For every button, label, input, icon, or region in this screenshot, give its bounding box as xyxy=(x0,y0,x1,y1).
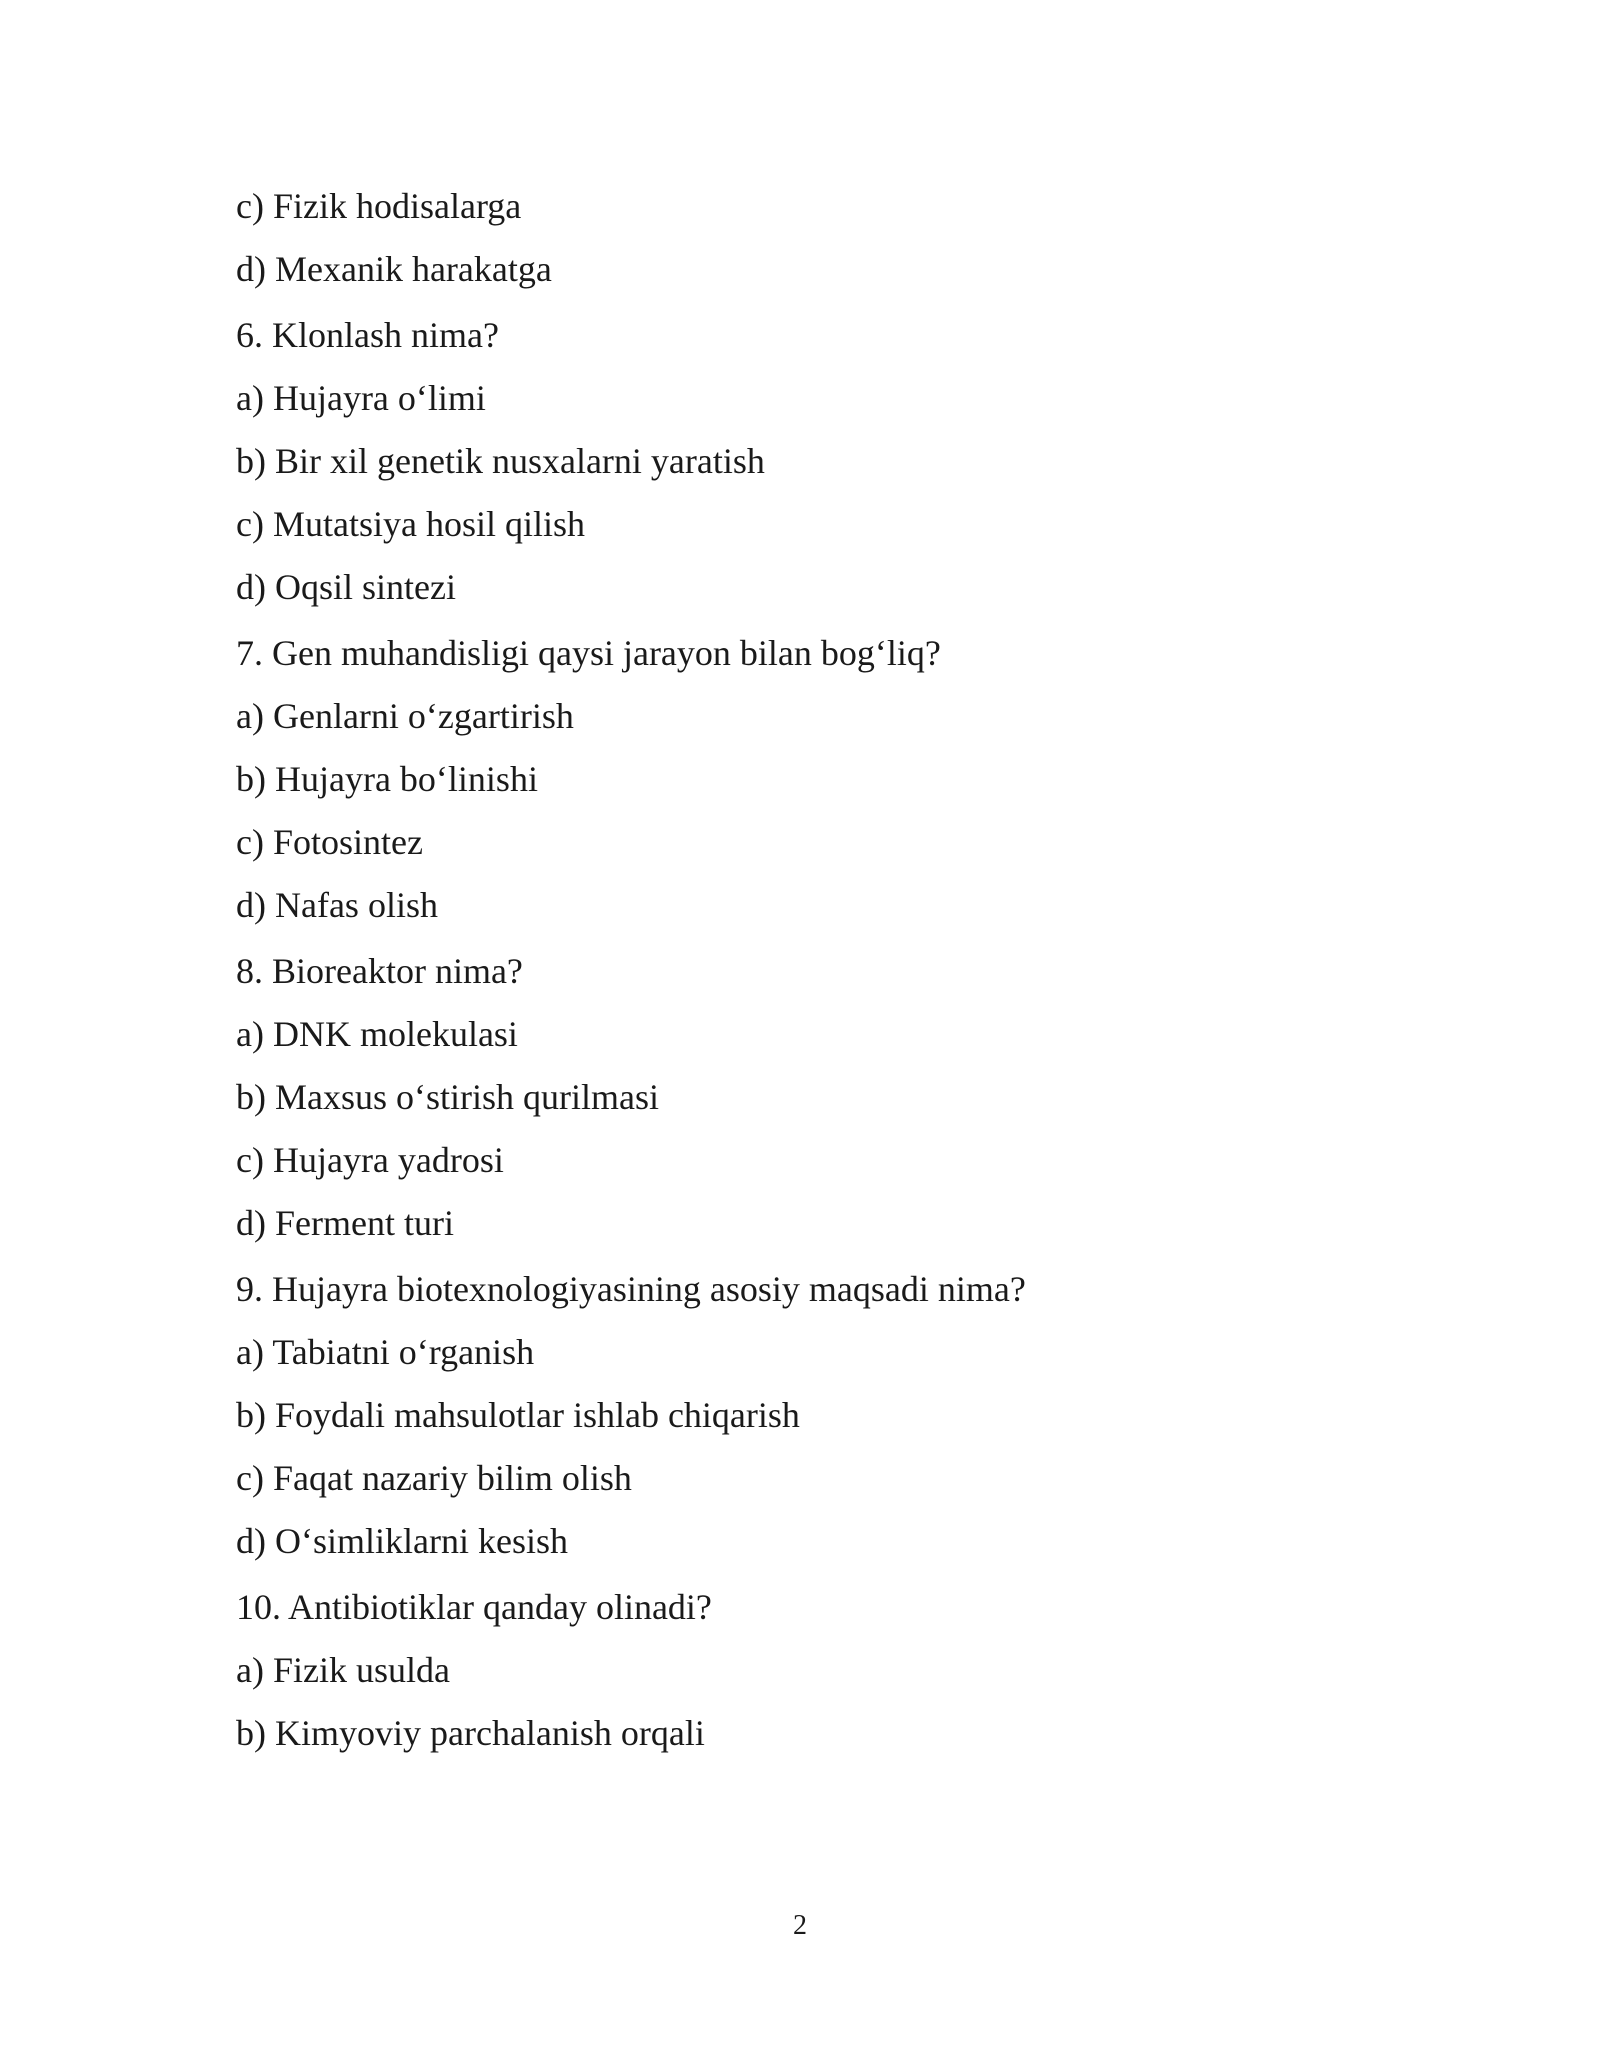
option-b: b) Kimyoviy parchalanish orqali xyxy=(236,1713,705,1753)
option-c: c) Faqat nazariy bilim olish xyxy=(236,1458,632,1498)
option-a: a) DNK molekulasi xyxy=(236,1014,518,1054)
option-c: c) Fotosintez xyxy=(236,822,423,862)
page-number: 2 xyxy=(793,1910,807,1941)
question-text: 8. Bioreaktor nima? xyxy=(236,951,523,991)
option-c: c) Fizik hodisalarga xyxy=(236,186,522,226)
option-b: b) Maxsus o‘stirish qurilmasi xyxy=(236,1077,659,1117)
option-c: c) Mutatsiya hosil qilish xyxy=(236,504,585,544)
question-block-8 xyxy=(236,951,1416,1243)
option-d: d) Mexanik harakatga xyxy=(236,249,552,289)
question-block-7 xyxy=(236,633,1416,925)
option-a: a) Tabiatni o‘rganish xyxy=(236,1332,535,1372)
question-block-10 xyxy=(236,1587,1416,1753)
continued-question-options xyxy=(236,186,1416,289)
option-b: b) Hujayra bo‘linishi xyxy=(236,759,538,799)
option-a: a) Genlarni o‘zgartirish xyxy=(236,696,574,736)
page-content xyxy=(236,186,1416,1753)
question-text: 9. Hujayra biotexnologiyasining asosiy maqsadi nima? xyxy=(236,1269,1026,1309)
question-block-9 xyxy=(236,1269,1416,1561)
option-b: b) Bir xil genetik nusxalarni yaratish xyxy=(236,441,765,481)
option-b: b) Foydali mahsulotlar ishlab chiqarish xyxy=(236,1395,800,1435)
question-text: 7. Gen muhandisligi qaysi jarayon bilan bog‘liq? xyxy=(236,633,941,673)
option-d: d) O‘simliklarni kesish xyxy=(236,1521,568,1561)
option-c: c) Hujayra yadrosi xyxy=(236,1140,504,1180)
question-block-6 xyxy=(236,315,1416,607)
option-d: d) Oqsil sintezi xyxy=(236,567,456,607)
question-text: 10. Antibiotiklar qanday olinadi? xyxy=(236,1587,712,1627)
option-a: a) Hujayra o‘limi xyxy=(236,378,486,418)
option-d: d) Ferment turi xyxy=(236,1203,454,1243)
option-a: a) Fizik usulda xyxy=(236,1650,450,1690)
option-d: d) Nafas olish xyxy=(236,885,438,925)
question-text: 6. Klonlash nima? xyxy=(236,315,499,355)
